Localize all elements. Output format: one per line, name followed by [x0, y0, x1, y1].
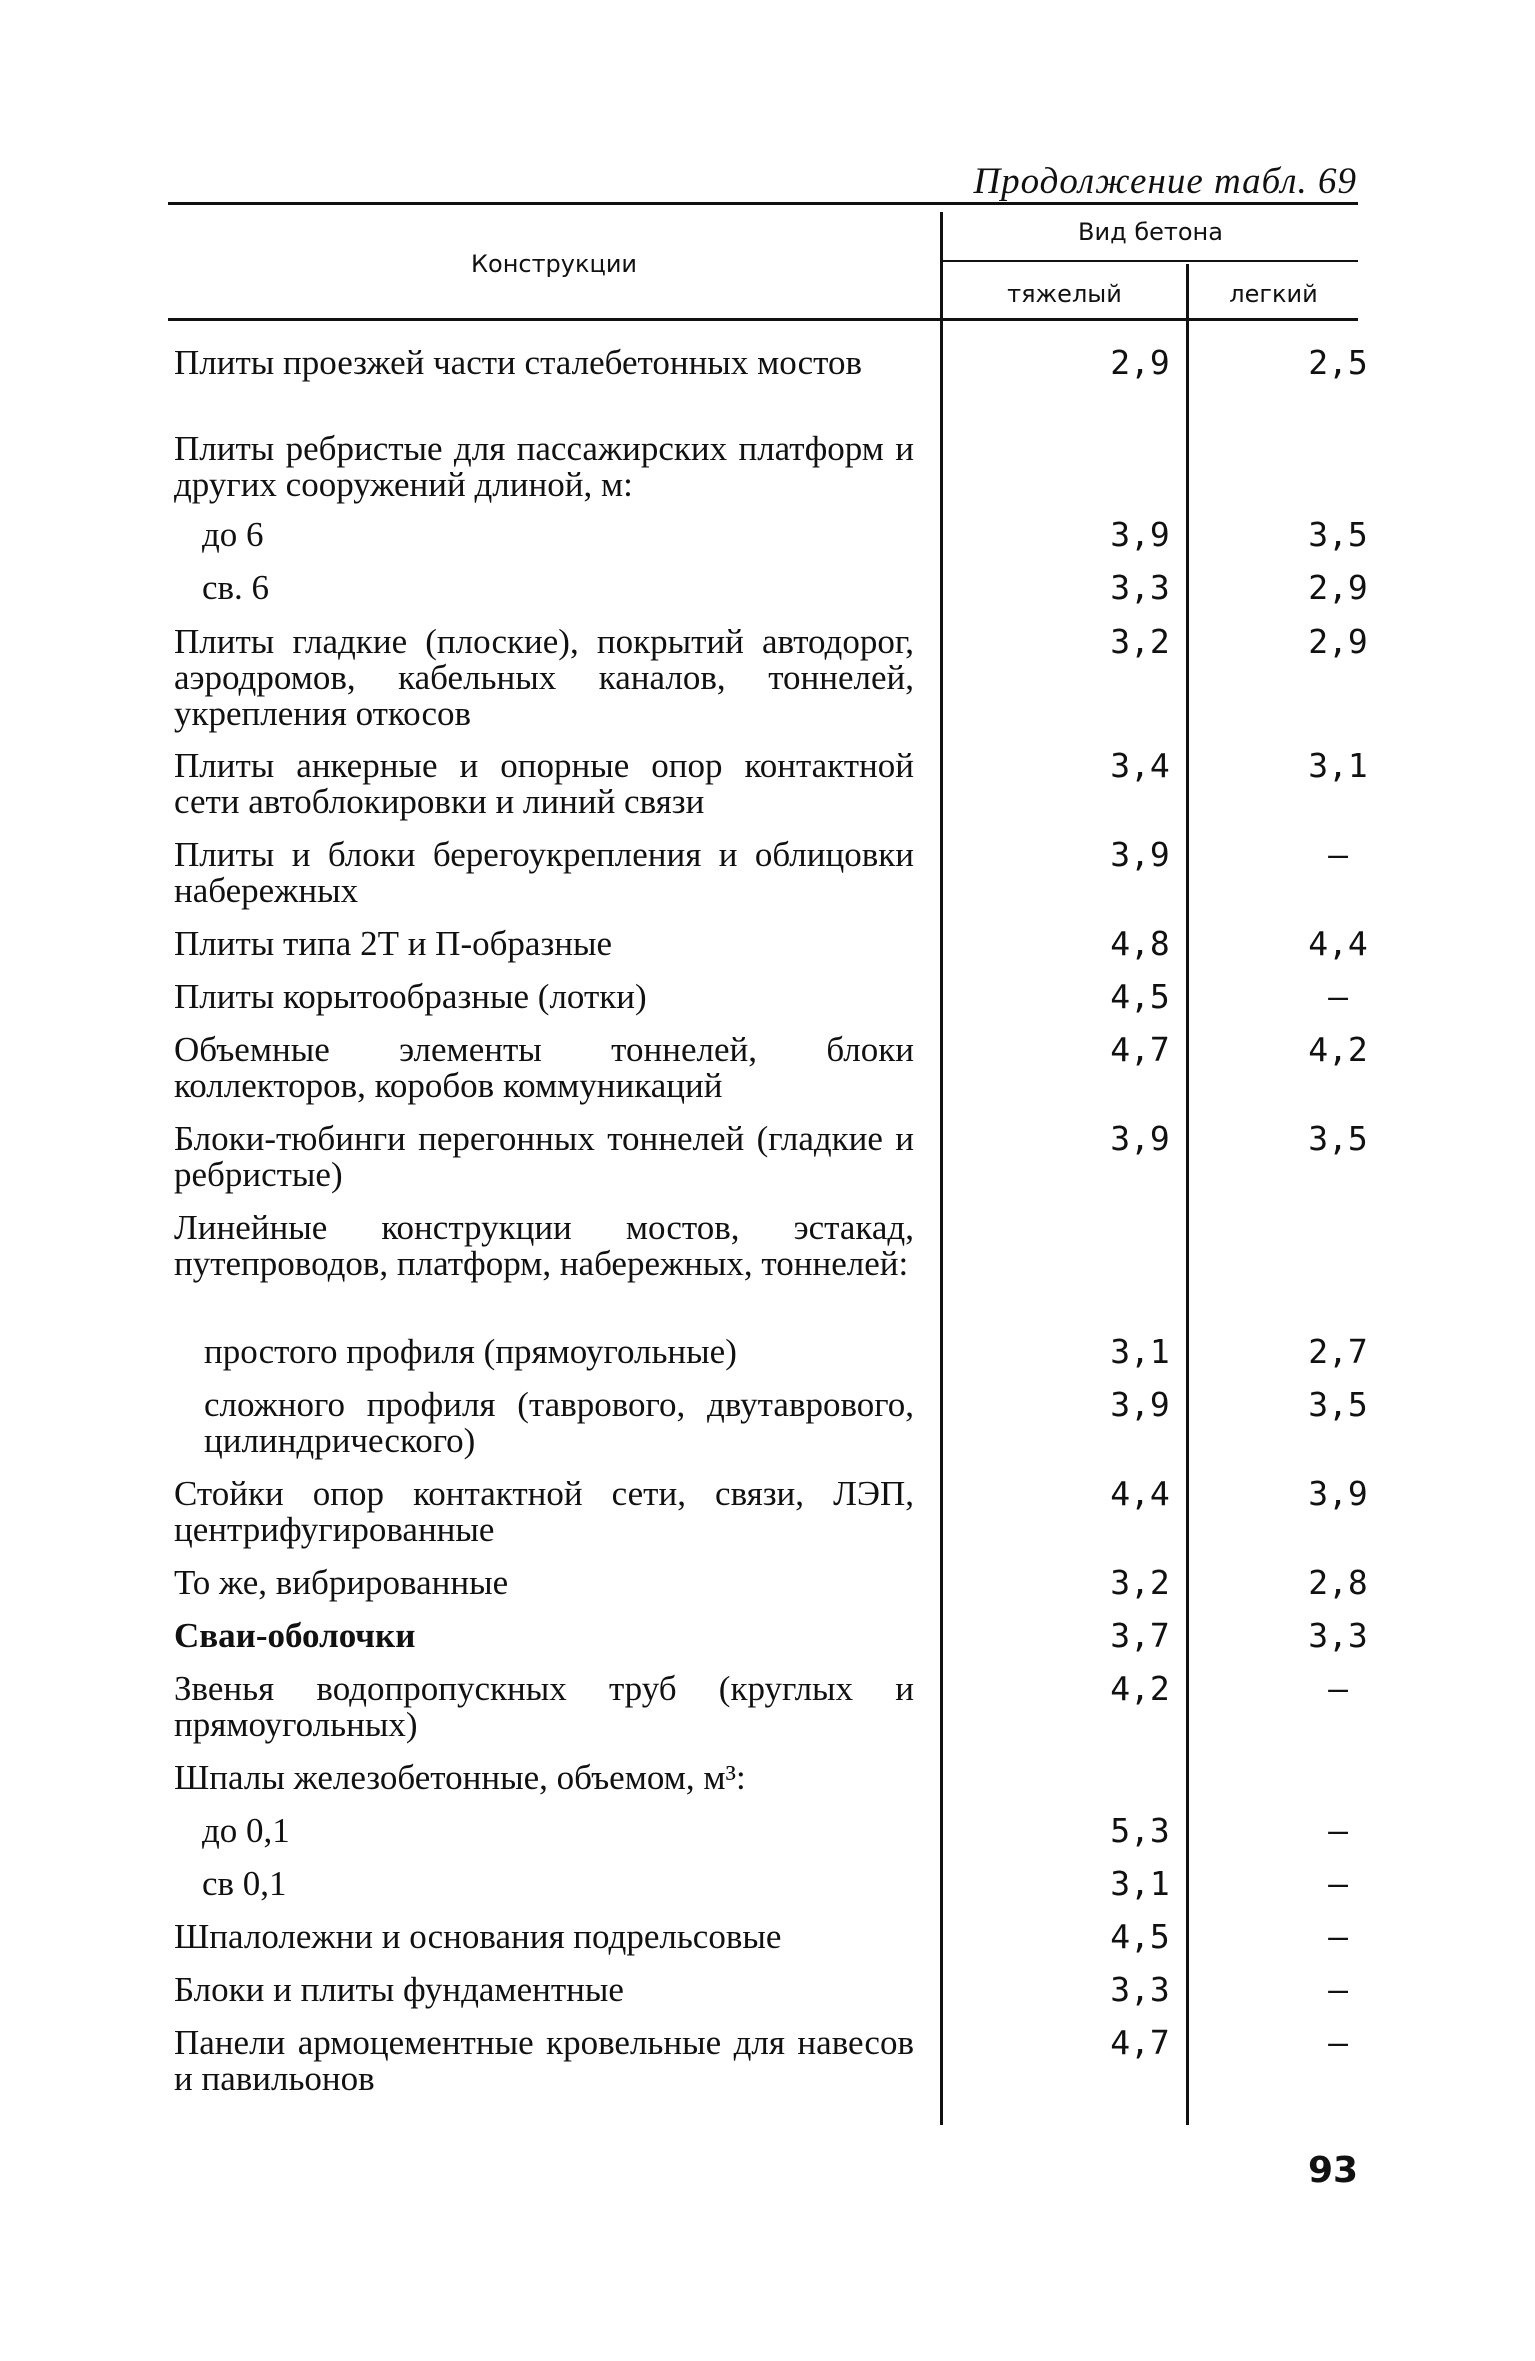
construction-name: св. 6 [202, 568, 270, 607]
heavy-value: 3,4 [1110, 746, 1170, 785]
heavy-value: 4,5 [1110, 1917, 1170, 1956]
heavy-value: 3,9 [1110, 1119, 1170, 1158]
heavy-value: 3,2 [1110, 622, 1170, 661]
light-value: 3,9 [1308, 1474, 1368, 1513]
heavy-value: 3,9 [1110, 835, 1170, 874]
construction-name: Шпалы железобетонные, объемом, м³: [174, 1758, 746, 1797]
construction-name: Плиты типа 2Т и П-образные [174, 924, 613, 963]
heavy-value: 3,9 [1110, 1385, 1170, 1424]
heavy-value: 3,1 [1110, 1332, 1170, 1371]
light-value: — [1328, 1970, 1348, 2009]
header-constructions: Конструкции [470, 250, 638, 278]
construction-name: до 6 [202, 515, 264, 554]
heavy-value: 4,8 [1110, 924, 1170, 963]
construction-name: Блоки и плиты фундаментные [174, 1970, 624, 2009]
light-value: — [1328, 977, 1348, 1016]
construction-name: простого профиля (прямоугольные) [204, 1332, 737, 1371]
light-value: — [1328, 2023, 1348, 2062]
top-rule [168, 202, 1358, 205]
light-value: 3,1 [1308, 746, 1368, 785]
construction-name: сложного профиля (таврового, двутаврового, цилиндрического) [204, 1385, 914, 1460]
light-value: — [1328, 1669, 1348, 1708]
concrete-table [168, 202, 1368, 2125]
heavy-value: 4,5 [1110, 977, 1170, 1016]
light-value: 4,2 [1308, 1030, 1368, 1069]
column-divider-main [940, 212, 943, 2125]
construction-name: Плиты корытообразные (лотки) [174, 977, 647, 1016]
page-number: 93 [1308, 2150, 1359, 2191]
light-value: 3,5 [1308, 1385, 1368, 1424]
group-rule [942, 260, 1358, 262]
construction-name: Плиты анкерные и опорные опор контактной сети автоблокировки и линий связи [174, 746, 914, 821]
construction-name: Плиты ребристые для пассажирских платформ и других сооружений длиной, м: [174, 429, 914, 504]
light-value: 2,7 [1308, 1332, 1368, 1371]
heavy-value: 3,7 [1110, 1616, 1170, 1655]
light-value: 4,4 [1308, 924, 1368, 963]
header-light: легкий [1229, 280, 1318, 308]
heavy-value: 3,1 [1110, 1864, 1170, 1903]
construction-name: Стойки опор контактной сети, связи, ЛЭП, центрифугированные [174, 1474, 914, 1549]
construction-name: Блоки-тюбинги перегонных тоннелей (гладкие и ребристые) [174, 1119, 914, 1194]
header-bottom-rule [168, 318, 1358, 321]
light-value: 3,3 [1308, 1616, 1368, 1655]
construction-name: св 0,1 [202, 1864, 287, 1903]
light-value: — [1328, 835, 1348, 874]
construction-name: Панели армоцементные кровельные для навесов и павильонов [174, 2023, 914, 2098]
construction-name: Плиты проезжей части сталебетонных мостов [174, 343, 862, 382]
construction-name: То же, вибрированные [174, 1563, 509, 1602]
construction-name: до 0,1 [202, 1811, 290, 1850]
light-value: 2,5 [1308, 343, 1368, 382]
heavy-value: 2,9 [1110, 343, 1170, 382]
construction-name: Линейные конструкции мостов, эстакад, путепроводов, платформ, набережных, тоннелей: [174, 1208, 914, 1283]
construction-name: Звенья водопропускных труб (круглых и прямоугольных) [174, 1669, 914, 1744]
header-heavy: тяжелый [1007, 280, 1122, 308]
heavy-value: 4,7 [1110, 1030, 1170, 1069]
heavy-value: 3,3 [1110, 568, 1170, 607]
header-concrete-type: Вид бетона [1078, 218, 1223, 246]
heavy-value: 3,9 [1110, 515, 1170, 554]
construction-name: Сваи-оболочки [174, 1616, 416, 1655]
light-value: — [1328, 1811, 1348, 1850]
light-value: — [1328, 1917, 1348, 1956]
heavy-value: 5,3 [1110, 1811, 1170, 1850]
heavy-value: 3,2 [1110, 1563, 1170, 1602]
heavy-value: 4,4 [1110, 1474, 1170, 1513]
light-value: 3,5 [1308, 1119, 1368, 1158]
light-value: — [1328, 1864, 1348, 1903]
heavy-value: 3,3 [1110, 1970, 1170, 2009]
construction-name: Плиты и блоки берегоукрепления и облицовки набережных [174, 835, 914, 910]
table-continuation-caption: Продолжение табл. 69 [973, 161, 1357, 202]
construction-name: Объемные элементы тоннелей, блоки коллекторов, коробов коммуникаций [174, 1030, 914, 1105]
heavy-value: 4,7 [1110, 2023, 1170, 2062]
light-value: 2,9 [1308, 568, 1368, 607]
light-value: 2,9 [1308, 622, 1368, 661]
light-value: 3,5 [1308, 515, 1368, 554]
light-value: 2,8 [1308, 1563, 1368, 1602]
construction-name: Шпалолежни и основания подрельсовые [174, 1917, 782, 1956]
construction-name: Плиты гладкие (плоские), покрытий автодорог, аэродромов, кабельных каналов, тоннелей, укрепления откосов [174, 622, 914, 733]
heavy-value: 4,2 [1110, 1669, 1170, 1708]
